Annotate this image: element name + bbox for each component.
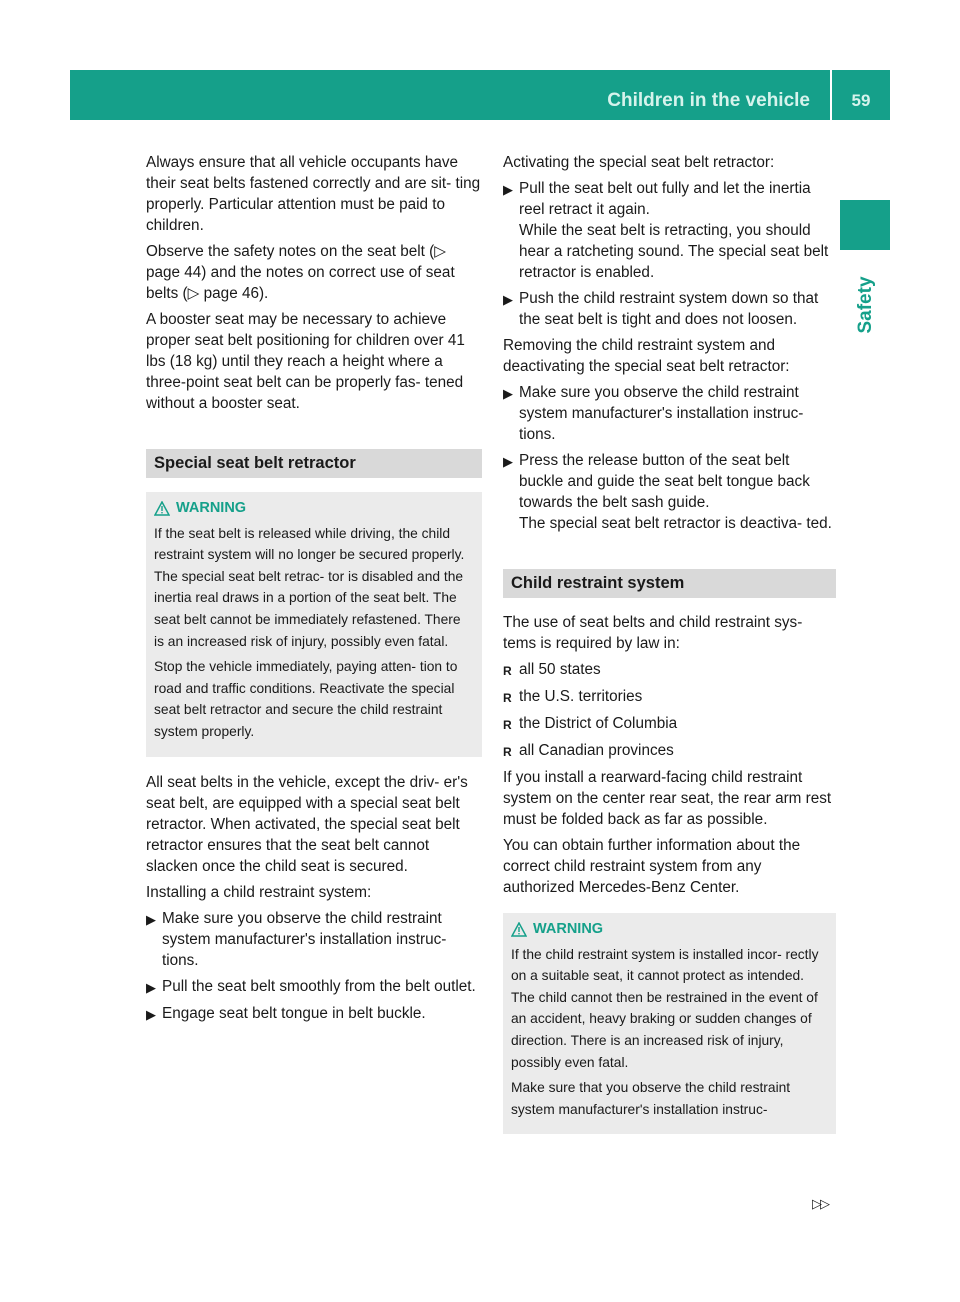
law-intro: The use of seat belts and child restraint sys- tems is required by law in: xyxy=(503,614,803,652)
step-body xyxy=(519,450,836,534)
body-paragraph: If you install a rearward-facing child restraint system on the center rear seat, the rear arm rest must be folded back as far as possible. xyxy=(503,769,832,828)
side-tab-label xyxy=(853,262,877,352)
warning-paragraph: If the child restraint system is installed incor- rectly on a suitable seat, it cannot protect as intended. The child cannot then be restrained in the event of an accident, heavy braking or sudden changes of direction. There is an increased risk of injury, possibly even fatal. xyxy=(511,946,819,1070)
step-arrow-icon: ▶︎ xyxy=(503,182,513,197)
step-text: Press the release button of the seat belt buckle and guide the seat belt tongue back towards the belt sash guide. xyxy=(519,452,810,511)
warning-title xyxy=(511,919,828,941)
step-arrow-icon: ▶︎ xyxy=(146,1006,156,1022)
step-arrow-icon: ▶︎ xyxy=(503,386,513,401)
warning-box xyxy=(503,913,836,1134)
chapter-title: Children in the vehicle xyxy=(607,90,810,111)
warning-title-text: WARNING xyxy=(533,921,604,937)
activate-step xyxy=(503,288,836,330)
body-paragraph: All seat belts in the vehicle, except the driv- er's seat belt, are equipped with a special seat belt retractor. When activated, the special seat belt retractor ensures that the seat belt cannot slacken once the child seat is secured. xyxy=(146,773,468,875)
section-heading: Special seat belt retractor xyxy=(146,449,482,478)
side-tab-marker xyxy=(840,200,890,250)
intro-paragraph: Observe the safety notes on the seat belt (▷ page 44) and the notes on correct use of seat belts (▷ page 46). xyxy=(146,243,455,302)
step-body xyxy=(519,178,836,283)
remove-intro: Removing the child restraint system and deactivating the special seat belt retractor: xyxy=(503,337,790,375)
left-column xyxy=(146,152,482,1030)
bullet-icon: R xyxy=(503,718,512,732)
step-arrow-icon: ▶︎ xyxy=(503,454,513,469)
activate-intro: Activating the special seat belt retractor: xyxy=(503,154,775,171)
step-note: The special seat belt retractor is deactiva- ted. xyxy=(519,515,832,532)
warning-title xyxy=(154,498,474,520)
bullet-icon: R xyxy=(503,664,512,678)
list-item-text: the District of Columbia xyxy=(519,715,678,732)
list-item xyxy=(503,659,836,682)
remove-step xyxy=(503,382,836,445)
warning-title-text: WARNING xyxy=(176,500,247,516)
install-intro: Installing a child restraint system: xyxy=(146,883,372,901)
step-text: Push the child restraint system down so that the seat belt is tight and does not loosen. xyxy=(519,290,819,328)
remove-step xyxy=(503,450,836,534)
step-text: Make sure you observe the child restraint system manufacturer's installation instruc- tions. xyxy=(519,384,804,443)
warning-triangle-icon xyxy=(154,501,170,516)
list-item-text: the U.S. territories xyxy=(519,688,643,705)
step-text: Make sure you observe the child restraint system manufacturer's installation instruc- tions. xyxy=(162,909,447,969)
step-arrow-icon: ▶︎ xyxy=(503,292,513,307)
warning-triangle-icon xyxy=(511,922,527,937)
install-step xyxy=(146,1003,482,1025)
install-step xyxy=(146,976,482,998)
list-item-text: all 50 states xyxy=(519,661,601,678)
install-step xyxy=(146,908,482,971)
page-number: 59 xyxy=(851,91,871,110)
list-item xyxy=(503,713,836,736)
list-item xyxy=(503,740,836,763)
right-column xyxy=(503,152,836,1149)
body-paragraph: You can obtain further information about the correct child restraint system from any authorized Mercedes-Benz Center. xyxy=(503,837,801,896)
bullet-icon: R xyxy=(503,745,512,759)
section-heading: Child restraint system xyxy=(503,569,836,598)
warning-paragraph: Stop the vehicle immediately, paying atten- tion to road and traffic conditions. Reactivate the special seat belt retractor and secure the child restraint system properly. xyxy=(154,659,458,739)
side-tab-text: Safety xyxy=(855,276,876,334)
step-text: Pull the seat belt out fully and let the inertia reel retract it again. xyxy=(519,180,811,218)
step-text: Pull the seat belt smoothly from the belt outlet. xyxy=(162,977,476,995)
list-item xyxy=(503,686,836,709)
warning-paragraph: If the seat belt is released while driving, the child restraint system will no longer be secured properly. The special seat belt retrac- tor is disabled and the inertia real draws in a portion of the seat belt. The seat belt cannot be immediately refastened. There is an increased risk of injury, possibly even fatal. xyxy=(154,525,465,649)
header-bar xyxy=(70,70,890,120)
list-item-text: all Canadian provinces xyxy=(519,742,674,759)
intro-paragraph: Always ensure that all vehicle occupants have their seat belts fastened correctly and are sit- ting properly. Particular attention must be paid to children. xyxy=(146,154,481,234)
warning-box xyxy=(146,492,482,757)
step-text: Engage seat belt tongue in belt buckle. xyxy=(162,1004,426,1022)
continue-arrows-icon: ▷▷ xyxy=(812,1196,828,1211)
step-note: While the seat belt is retracting, you should hear a ratcheting sound. The special seat belt retractor is enabled. xyxy=(519,222,829,281)
intro-paragraph: A booster seat may be necessary to achieve proper seat belt positioning for children over 41 lbs (18 kg) until they reach a height where a three-point seat belt can be properly fas- tened without a booster seat. xyxy=(146,311,465,412)
warning-paragraph: Make sure that you observe the child restraint system manufacturer's installation instruc- xyxy=(511,1080,791,1117)
bullet-icon: R xyxy=(503,691,512,705)
activate-step xyxy=(503,178,836,283)
step-arrow-icon: ▶︎ xyxy=(146,911,156,927)
step-arrow-icon: ▶︎ xyxy=(146,979,156,995)
